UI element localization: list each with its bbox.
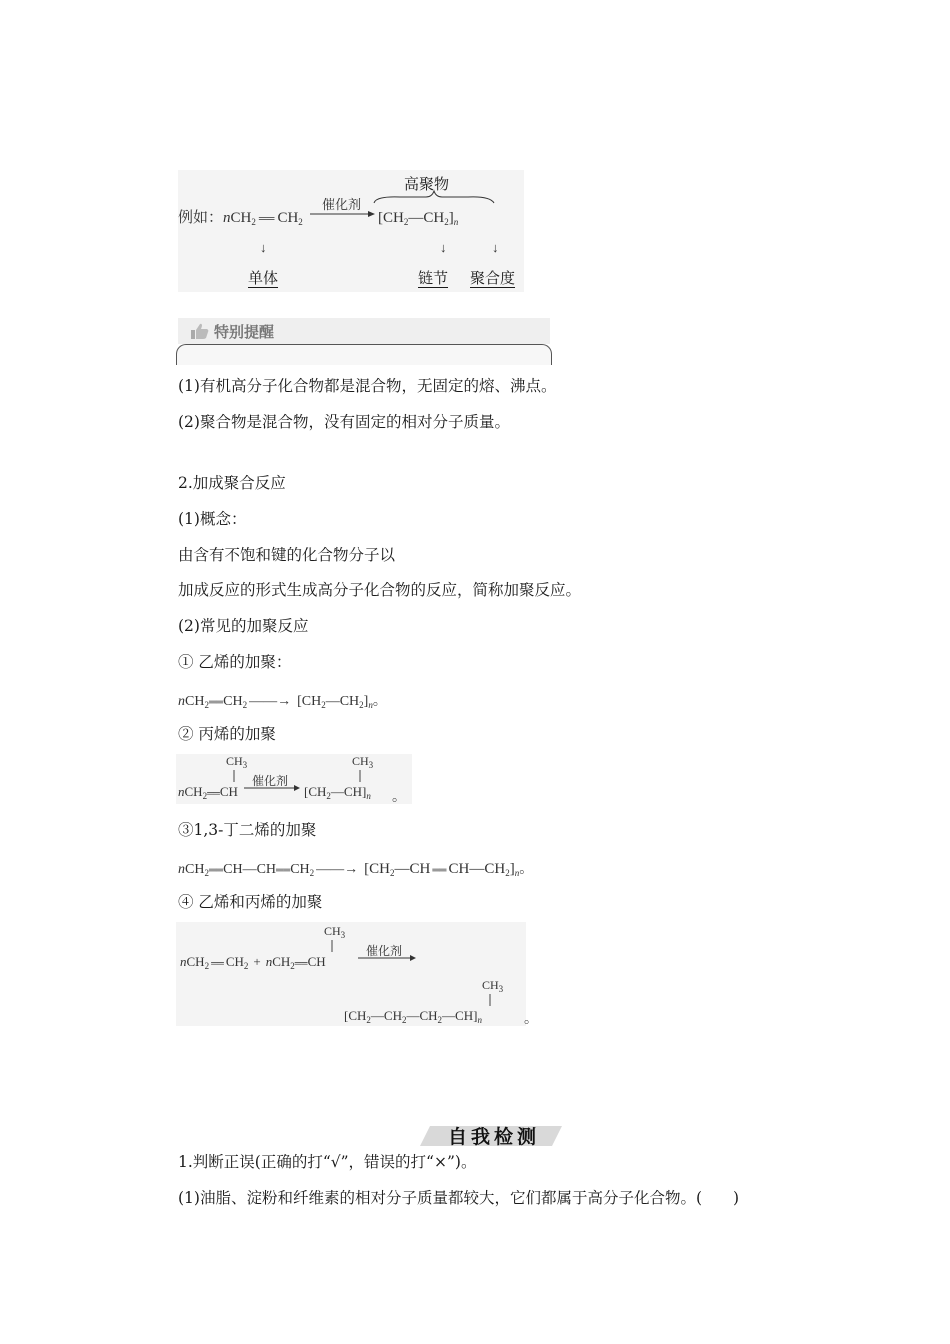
monomer-label: 单体 — [248, 269, 279, 287]
item-3-label: ③1,3-丁二烯的加聚 — [178, 821, 317, 839]
subscript: 2 — [366, 1015, 371, 1025]
n-subscript: n — [477, 1015, 482, 1025]
bracket-open: [ — [304, 784, 309, 799]
single-bond: — — [469, 861, 485, 877]
reaction-arrow: ——→ — [249, 694, 292, 709]
plus-sign: + — [253, 954, 261, 969]
ch3-formula: CH — [324, 924, 341, 938]
subscript: 2 — [251, 217, 256, 227]
ch-formula: CH — [185, 694, 205, 709]
bracket-open: [ — [364, 861, 370, 877]
n-subscript: n — [366, 791, 371, 801]
ch-formula: CH — [343, 784, 362, 799]
arrow-down-icon: ↓ — [440, 240, 447, 255]
single-bond: — — [394, 861, 410, 877]
n-symbol: n — [265, 954, 273, 969]
subscript: 2 — [321, 700, 326, 710]
subscript: 2 — [505, 868, 510, 878]
bracket-close: ] — [363, 694, 369, 709]
catalyst-label: 催化剂 — [252, 774, 289, 788]
n-symbol: n — [178, 784, 185, 799]
concept-line-2: 加成反应的形式生成高分子化合物的反应，简称加聚反应。 — [178, 581, 582, 599]
n-subscript: n — [368, 700, 373, 710]
subscript: 2 — [202, 791, 208, 801]
reaction-arrow-head — [294, 785, 300, 791]
item-4-label: ④ 乙烯和丙烯的加聚 — [178, 893, 323, 911]
concept-label: (1)概念： — [178, 510, 247, 528]
ch-formula: CH — [308, 784, 327, 799]
period: 。 — [392, 790, 406, 805]
ch-formula: CH — [383, 1008, 402, 1023]
subscript: 2 — [390, 868, 395, 878]
subscript: 2 — [403, 217, 409, 227]
catalyst-label: 催化剂 — [366, 944, 403, 958]
subscript: 2 — [204, 961, 210, 971]
double-bond: ══ — [207, 788, 220, 798]
ch-formula: CH — [383, 210, 404, 226]
ch-formula: CH — [409, 861, 431, 877]
item-2-label: ② 丙烯的加聚 — [178, 725, 276, 743]
ch-formula: CH — [369, 861, 390, 877]
ch-formula: CH — [256, 862, 277, 877]
subscript: 2 — [437, 1015, 443, 1025]
bracket-close: ] — [448, 210, 454, 226]
ch-formula: CH — [223, 862, 243, 877]
single-bond: — — [325, 694, 340, 709]
degree-label: 聚合度 — [470, 269, 516, 287]
ch-formula: CH — [301, 694, 322, 709]
subscript: 2 — [290, 961, 295, 971]
equation-1 — [178, 690, 387, 710]
n-symbol: n — [178, 694, 185, 709]
polymer-formula — [378, 210, 458, 227]
equation-4-box — [176, 922, 526, 1026]
ch-formula: CH — [307, 954, 326, 969]
double-bond: ══ — [208, 865, 224, 876]
ch-formula: CH — [419, 1008, 438, 1023]
chain-unit-label: 链节 — [418, 269, 449, 287]
equation-2-right — [304, 784, 371, 801]
double-bond: ══ — [276, 865, 291, 876]
ch-formula: CH — [184, 784, 203, 799]
ch-formula: CH — [185, 862, 205, 877]
period: 。 — [372, 694, 387, 709]
ch-formula: CH — [230, 210, 252, 226]
single-bond: — — [370, 1008, 384, 1023]
concept-line-1: 由含有不饱和键的化合物分子以 — [178, 546, 396, 564]
tip-divider — [176, 344, 552, 365]
catalyst-label: 催化剂 — [322, 197, 362, 212]
self-check-banner — [420, 1122, 562, 1148]
double-bond: ══ — [258, 213, 275, 225]
bracket-close: ] — [473, 1008, 478, 1023]
question-intro: 1.判断正误(正确的打“√”，错误的打“×”)。 — [178, 1153, 477, 1171]
tip-line-2: (2)聚合物是混合物，没有固定的相对分子质量。 — [178, 413, 510, 431]
reaction-arrow-head — [410, 955, 416, 961]
bracket-open: [ — [344, 1008, 349, 1023]
arrow-down-icon: ↓ — [492, 240, 499, 255]
ch-formula: CH — [423, 210, 445, 226]
single-bond: — — [330, 784, 344, 799]
n-symbol: n — [223, 210, 231, 226]
subscript: 2 — [204, 700, 209, 710]
period: 。 — [519, 862, 534, 877]
subscript: 2 — [444, 217, 449, 227]
tip-title: 特别提醒 — [214, 323, 275, 341]
ch-formula: CH — [290, 862, 310, 877]
question-1: (1)油脂、淀粉和纤维素的相对分子质量都较大，它们都属于高分子化合物。( ) — [178, 1189, 740, 1207]
subscript: 3 — [368, 760, 374, 770]
ch3-formula: CH — [482, 978, 499, 992]
arrow-down-icon: ↓ — [260, 240, 267, 255]
subscript: 2 — [298, 217, 303, 227]
bracket-close: ] — [361, 784, 367, 799]
equation-4-left — [180, 954, 326, 971]
bracket-close: ] — [509, 861, 515, 877]
ch-formula: CH — [186, 954, 205, 969]
example-diagram — [178, 170, 524, 292]
ch-formula: CH — [272, 954, 291, 969]
n-symbol: n — [180, 954, 187, 969]
tip-line-1: (1)有机高分子化合物都是混合物，无固定的熔、沸点。 — [178, 377, 557, 395]
period: 。 — [524, 1012, 538, 1027]
methyl-group — [226, 754, 247, 770]
reaction-arrow-head — [368, 211, 375, 217]
double-bond: ══ — [432, 865, 447, 876]
ch-formula: CH — [448, 861, 470, 877]
double-bond: ══ — [211, 958, 224, 968]
subscript: 2 — [401, 1015, 407, 1025]
equation-2-left — [178, 784, 238, 801]
ch3-formula: CH — [352, 754, 369, 768]
n-subscript: n — [453, 217, 459, 227]
ch-formula: CH — [225, 954, 244, 969]
ch-formula: CH — [455, 1008, 474, 1023]
single-bond: — — [408, 210, 424, 226]
reaction-arrow: ——→ — [316, 862, 359, 877]
section-heading: 2.加成聚合反应 — [178, 474, 286, 492]
subscript: 2 — [204, 868, 209, 878]
thumbs-up-icon — [190, 322, 210, 340]
ch-formula: CH — [348, 1008, 367, 1023]
ch-formula: CH — [339, 694, 360, 709]
subscript: 2 — [359, 700, 364, 710]
subscript: 2 — [309, 868, 315, 878]
polymer-label: 高聚物 — [404, 175, 450, 193]
equation-3 — [178, 858, 533, 878]
equation-2-box — [176, 754, 412, 804]
methyl-group — [352, 754, 373, 770]
single-bond: — — [442, 1008, 456, 1023]
ch-formula: CH — [219, 784, 238, 799]
ch-formula: CH — [223, 694, 243, 709]
methyl-group — [482, 978, 503, 994]
subscript: 2 — [242, 700, 248, 710]
methyl-group — [324, 924, 345, 940]
bracket-open: [ — [378, 210, 383, 226]
subscript: 3 — [242, 760, 248, 770]
item-1-label: ① 乙烯的加聚： — [178, 653, 292, 671]
subscript: 3 — [340, 930, 346, 940]
bracket-open: [ — [297, 694, 302, 709]
subscript: 3 — [498, 984, 504, 994]
example-prefix: 例如： — [178, 210, 224, 226]
ch-formula: CH — [277, 210, 299, 226]
ch-formula: CH — [484, 861, 506, 877]
single-bond: — — [406, 1008, 420, 1023]
double-bond: ══ — [294, 958, 308, 968]
subscript: 2 — [326, 791, 331, 801]
double-bond: ══ — [208, 697, 224, 708]
self-check-title: 自我检测 — [448, 1126, 541, 1148]
common-reactions-label: (2)常见的加聚反应 — [178, 617, 309, 635]
single-bond: — — [242, 862, 257, 877]
n-symbol: n — [178, 862, 185, 877]
n-subscript: n — [514, 868, 520, 878]
ch3-formula: CH — [226, 754, 243, 768]
subscript: 2 — [243, 961, 249, 971]
equation-4-right — [344, 1008, 482, 1025]
example-equation — [178, 206, 303, 227]
